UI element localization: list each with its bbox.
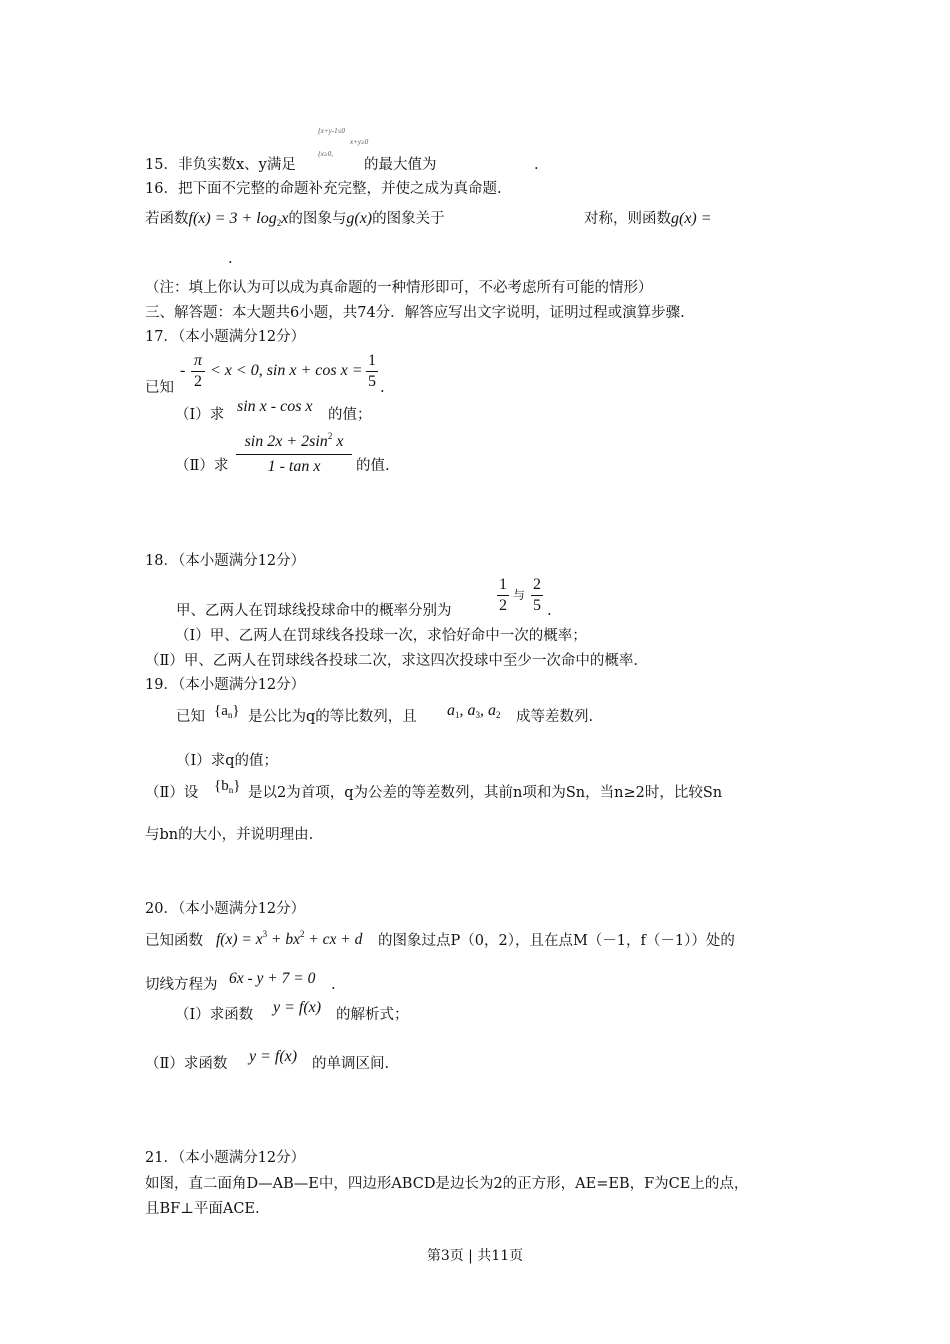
q19-part1: （Ⅰ）求q的值； <box>176 753 279 769</box>
seq-b-sub: n <box>228 785 234 795</box>
q19-mid: 是公比为q的等比数列，且 <box>248 709 417 725</box>
bx-part: + bx <box>267 931 300 948</box>
f-expression: f(x) = 3 + log <box>188 210 277 227</box>
q17-one-fifth <box>366 352 378 391</box>
seq-a-sub: n <box>227 710 233 720</box>
g-expression-2: g(x) = <box>671 210 712 227</box>
q20-part2-end: 的单调区间. <box>312 1056 390 1072</box>
q18-fraction-1 <box>497 576 509 615</box>
q20-given: 已知函数 <box>145 933 203 949</box>
q16-line1: 16．把下面不完整的命题补充完整，并使之成为真命题. <box>145 181 502 197</box>
fraction-numerator: 1 <box>368 352 376 369</box>
q16-prefix: 若函数 <box>145 211 189 227</box>
pi-symbol: π <box>193 352 202 369</box>
part1-end: 的值； <box>328 407 372 423</box>
y-equals-fx: y = f(x) <box>273 999 322 1016</box>
term-a: a <box>467 702 476 719</box>
seq-b-brace-close: } <box>233 778 241 794</box>
constraint-line-c: {x≥0, <box>318 150 333 158</box>
q16-note: （注：填上你认为可以成为真命题的一种情形即可，不必考虑所有可能的情形） <box>145 280 653 296</box>
seq-b-brace: {b <box>214 778 229 794</box>
fx-part: f(x) = x <box>216 931 263 948</box>
q17-minus: - <box>180 362 186 379</box>
log-base: 2 <box>276 218 282 228</box>
q19-post: 成等差数列. <box>516 709 594 725</box>
q16-line2 <box>145 210 445 232</box>
q20-part1-label: （Ⅰ）求函数 <box>175 1007 254 1023</box>
cube-exponent: 3 <box>262 929 268 939</box>
fraction-bar <box>366 371 378 372</box>
fraction-bar <box>497 595 509 596</box>
fraction-bar <box>531 595 543 596</box>
q18-header: 18．（本小题满分12分） <box>145 553 306 569</box>
q17-pi-fraction <box>191 352 205 391</box>
fraction-denominator: 2 <box>194 373 202 390</box>
part2-end: 的值. <box>356 458 390 474</box>
seq-b-n <box>214 777 240 799</box>
q20-post: 的图象过点P（0，2），且在点M（－1，f（－1））处的 <box>378 933 735 949</box>
sub-2: 2 <box>496 710 501 720</box>
fraction-numerator: 2 <box>533 576 541 593</box>
part1-label: （Ⅰ）求 <box>175 407 225 423</box>
seq-a-brace-close: } <box>232 703 240 719</box>
constraint-line-a: {x+y-1≤0 <box>318 127 345 135</box>
seq-a-brace: {a <box>214 703 228 719</box>
q19-part2-label: （Ⅱ）设 <box>145 785 199 801</box>
fraction-denominator: 5 <box>368 373 376 390</box>
q20-part2-label: （Ⅱ）求函数 <box>145 1056 228 1072</box>
fraction-bar <box>191 371 205 372</box>
y-equals-fx-2: y = f(x) <box>249 1048 298 1065</box>
q17-given: 已知 <box>145 380 174 396</box>
q21-header: 21．（本小题满分12分） <box>145 1150 306 1166</box>
q15-prefix: 15．非负实数x、y满足 <box>145 157 296 173</box>
part1-expression: sin x - cos x <box>237 398 313 415</box>
q20-header: 20．（本小题满分12分） <box>145 901 306 917</box>
q17-part2-fraction <box>236 427 352 476</box>
q16-dot: . <box>228 251 233 267</box>
page-footer: 第3页 | 共11页 <box>426 1248 524 1264</box>
q19-given: 已知 <box>176 709 205 725</box>
seq-a-n <box>214 702 240 724</box>
sub-1: 1 <box>455 710 460 720</box>
square-exponent: 2 <box>299 929 305 939</box>
q19-header: 19．（本小题满分12分） <box>145 677 306 693</box>
numerator <box>245 433 344 450</box>
q16-mid3 <box>584 210 712 228</box>
q17-header: 17．（本小题满分12分） <box>145 329 306 345</box>
q15-max-text: 的最大值为 <box>364 157 437 173</box>
q15-end: . <box>534 157 539 173</box>
q19-part2-text: 是以2为首项，q为公差的等差数列，其前n项和为Sn，当n≥2时，比较Sn <box>248 785 723 801</box>
q18-with: 与 <box>513 588 526 602</box>
g-expression: g(x) <box>346 210 373 227</box>
q20-tangent-label: 切线方程为 <box>145 977 218 993</box>
q18-period: . <box>547 603 552 619</box>
q16-symmetric-text: 对称，则函数 <box>584 211 671 227</box>
q17-part1 <box>175 406 224 424</box>
q21-line2: 且BF⊥平面ACE. <box>145 1201 260 1217</box>
tangent-end: . <box>331 977 336 993</box>
fraction-denominator: 5 <box>533 597 541 614</box>
q15-line <box>145 156 296 174</box>
f-variable: x <box>281 210 289 227</box>
sub-3: 3 <box>475 710 480 720</box>
q18-line1: 甲、乙两人在罚球线投球命中的概率分别为 <box>176 603 452 619</box>
q20-function <box>216 925 362 949</box>
term-a: a <box>488 702 496 719</box>
q19-part2-line2: 与bn的大小，并说明理由. <box>145 827 314 843</box>
q17-period: . <box>380 380 385 396</box>
square-exponent: 2 <box>327 431 333 441</box>
q21-line1: 如图，直二面角D—AB—E中，四边形ABCD是边长为2的正方形，AE=EB，F为CE上的点， <box>145 1176 749 1192</box>
q18-part2: （Ⅱ）甲、乙两人在罚球线各投球二次，求这四次投球中至少一次命中的概率. <box>145 653 638 669</box>
numerator-text: sin 2x + 2sin <box>244 433 328 450</box>
fraction-numerator: 1 <box>499 576 507 593</box>
rest-part: + cx + d <box>304 931 363 948</box>
q16-mid2: 的图象关于 <box>372 211 445 227</box>
tangent-equation: 6x - y + 7 = 0 <box>229 970 316 987</box>
terms-a1-a3-a2: $a_1$, $a_3$, $a_2$ <box>447 702 501 720</box>
term-a: a <box>447 702 455 719</box>
section-3-heading: 三、解答题：本大题共6小题，共74分．解答应写出文字说明，证明过程或演算步骤. <box>145 305 685 321</box>
numerator-x: x <box>332 433 344 450</box>
q18-part1: （Ⅰ）甲、乙两人在罚球线各投球一次，求恰好命中一次的概率； <box>175 628 587 644</box>
q17-condition: < x < 0, sin x + cos x = <box>210 362 363 379</box>
q18-fraction-2 <box>531 576 543 615</box>
fraction-bar <box>236 454 352 455</box>
q16-mid1: 的图象与 <box>288 211 347 227</box>
constraint-line-b: x+y≥0 <box>350 138 369 146</box>
fraction-denominator: 2 <box>499 597 507 614</box>
q17-part2-label: （Ⅱ）求 <box>175 458 229 474</box>
denominator: 1 - tan x <box>267 458 321 475</box>
q20-part1-end: 的解析式； <box>336 1007 409 1023</box>
